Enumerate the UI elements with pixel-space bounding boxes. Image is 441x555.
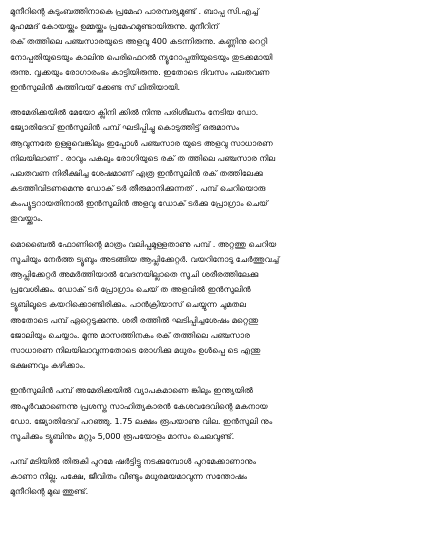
article-text-line: അതോടെ പമ്പ് ഏറ്റെടുക്കുന്നു. ശരീ രത്തിൽ ഘടിപ്പിച്ചശേഷം മറ്റെന്തു — [10, 314, 259, 325]
article-paragraph — [10, 383, 431, 444]
article-text-line: മൊബൈൽ ഫോണിന്റെ മാത്രം വലിപ്പമുള്ളതാണു പമ്പ് . അറ്റത്തു ചെറിയ — [10, 238, 277, 249]
article-text-line: സൂചിയും നേർത്ത ട്യൂബും അടങ്ങിയ ആപ്ലിക്കേറ്റർ. വയറിനോടു ചേർത്തുവച്ച് — [10, 253, 280, 264]
article-text-line: ജോലിയും ചെയ്യാം. മൂന്നു മാസത്തിനകം രക് തത്തിലെ പഞ്ചസാര — [10, 329, 250, 340]
article-text-line: രക് തത്തിലെ പഞ്ചസാരയുടെ അളവു 400 കടന്നിരുന്നു. കണ്ണിനു റെറ്റി — [10, 36, 268, 47]
article-paragraph — [10, 454, 431, 500]
article-text-line: ഇൻസുലിൻ കുത്തിവയ് ക്കേണ്ട സ് ഥിതിയായി. — [10, 81, 180, 92]
article-text-line: കാണാ നില്ല. പക്ഷേ, ജീവിതം വീണ്ടും മധുരമയമാവുന്ന സന്തോഷം — [10, 471, 247, 482]
article-paragraph — [10, 105, 431, 227]
article-text-line: പലതവണ നിരീക്ഷിച്ച ശേഷമാണ് എത്ര ഇൻസുലിൻ രക് തത്തിലേക്കു — [10, 167, 263, 178]
article-text-line: മുഹമ്മദ് കോയയ്ക്കും ഉമ്മയ്ക്കും പ്രമേഹമുണ്ടായിരുന്നു. മുനീറിന് — [10, 21, 219, 32]
article-text-line: മുനീറിന്റെ മുഖ ത്തുണ്ട്. — [10, 486, 89, 497]
article-paragraph — [10, 4, 431, 95]
article-text-line: തുവയ്ക്കാം. — [10, 213, 43, 224]
article-text-line: നിലയിലാണ് . രാവും പകലും രോഗിയുടെ രക് ത ത്തിലെ പഞ്ചസാര നില — [10, 152, 276, 163]
article-text-line: സാധാരണ നിലയിലാവുന്നതോടെ രോഗിക്കു മധുരം ഉൾപ്പെ ടെ എന്തു — [10, 344, 261, 355]
article-text-line: സൂചിക്കും ട്യൂബിനും മറ്റും 5,000 രൂപയോളം മാസം ചെലവുണ്ട്. — [10, 430, 235, 441]
article-text-line: അമേരിക്കയിൽ മേയോ ക്ലിനി ക്കിൽ നിന്നു പരിശീലനം നേടിയ ഡോ. — [10, 107, 259, 118]
article-text-line: ആപ്ലിക്കേറ്റർ അമർത്തിയാൽ വേദനയില്ലാതെ സൂചി ശരീരത്തിലേക്കു — [10, 269, 259, 279]
article-text-line: രുന്നു. വൃക്കയും രോഗാരംഭം കാട്ടിയിരുന്നു. ഇതോടെ ദിവസം പലതവണ — [10, 66, 270, 77]
article-text-line: അപൂർവമാണെന്നു പ്രശസ്ത സാഹിത്യകാരൻ കേശവദേവിന്റെ മകനായ — [10, 400, 268, 411]
article-text-line: പമ്പ് മടിയിൽ തിരുകി പുറമേ ഷർട്ടിട്ടു നടക്കുമ്പോൾ പുറമേക്കാണാനും — [10, 456, 256, 467]
article-text-line: മുനീറിന്റെ കുടുംബത്തിനാകെ പ്രമേഹ പാരമ്പര്യമുണ്ട് . ബാപ്പ സി.എച്ച് — [10, 6, 259, 16]
article-text-line: കംപ്യൂട്ടറായതിനാൽ ഇൻസുലിൻ അളവു ഡോക് ടർക്കു പ്രോഗ്രാം ചെയ് — [10, 198, 268, 209]
article-text-line: ട്യൂബിലൂടെ കയറിക്കൊണ്ടിരിക്കും. പാൻക്രിയാസ് ചെയ്യുന്ന ചുമതല — [10, 299, 246, 310]
article-text-line: ഡോ. ജ്യോതിദേവ് പറഞ്ഞു. 1.75 ലക്ഷം രൂപയാണു വില. ഇൻസുലി നും — [10, 415, 273, 426]
article-paragraph — [10, 237, 431, 374]
article-text-line: കടത്തിവിടണമെന്നു ഡോക് ടർ തീരുമാനിക്കുന്നത് . പമ്പ് ചെറിയൊരു — [10, 183, 266, 194]
article-text-line: ഇൻസുലിൻ പമ്പ് അമേരിക്കയിൽ വ്യാപകമാണെ ങ്കിലും ഇന്ത്യയിൽ — [10, 385, 253, 396]
article-text-line: പ്രവേശിക്കും. ഡോക് ടർ പ്രോഗ്രാം ചെയ് ത അളവിൽ ഇൻസുലിൻ — [10, 284, 251, 295]
article-text-line: ആവുന്നതേ ഉള്ളുവെങ്കിലും ഇപ്പോൾ പഞ്ചസാര യുടെ അളവു സാധാരണ — [10, 137, 273, 148]
article-text-line: ഭക്ഷണവും കഴിക്കാം. — [10, 360, 86, 371]
article-text-line: ജ്യോതിദേവ് ഇൻസുലിൻ പമ്പ് ഘടിപ്പിച്ചു കൊടുത്തിട്ട് ഒരുമാസം — [10, 122, 240, 133]
article-text-line: നോപ്പതിയുടെയും കാലിനു പെരിഫെറൽ ന്യൂറോപ്പതിയുടെയും തുടക്കമായി — [10, 51, 273, 62]
